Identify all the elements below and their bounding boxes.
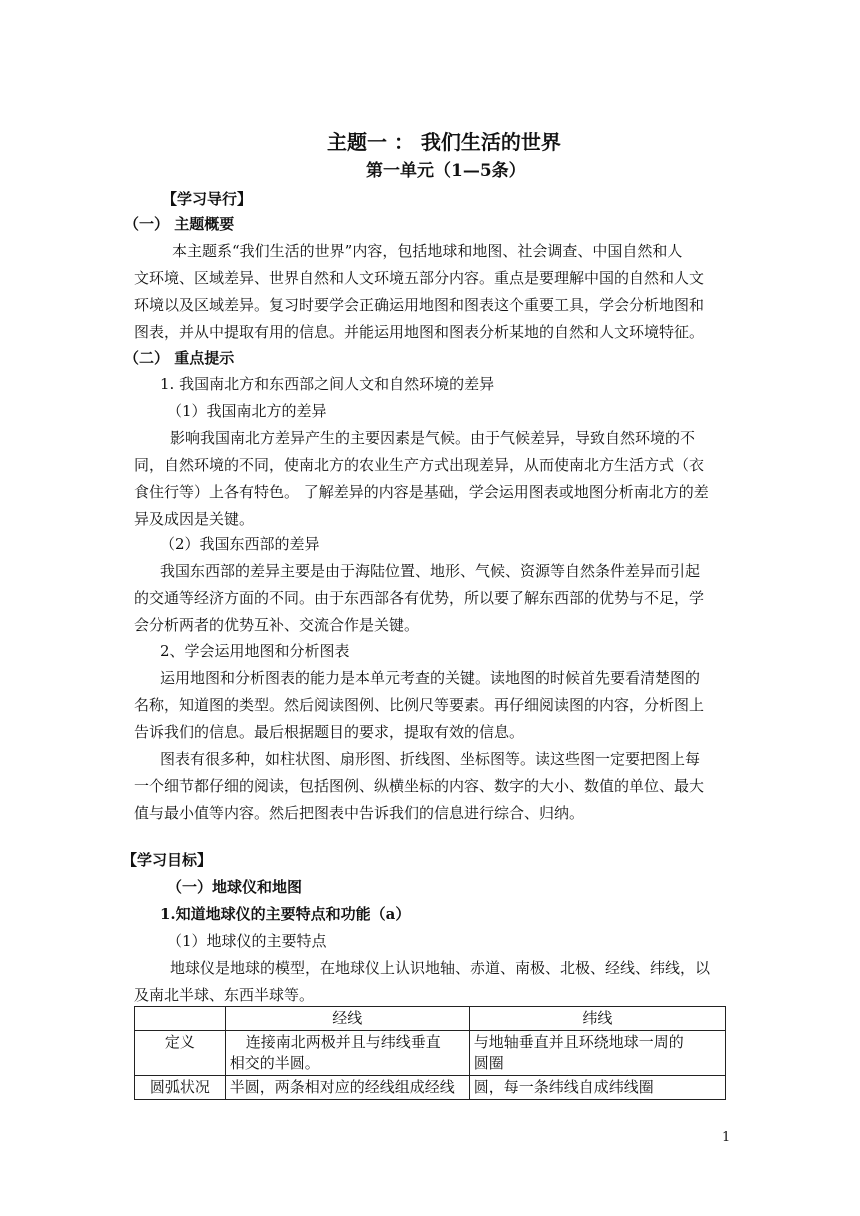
table-row	[135, 1031, 726, 1076]
point3-line: 图表有很多种，如柱状图、扇形图、折线图、坐标图等。读这些图一定要把图上每	[160, 750, 701, 768]
point1b-line: 的交通等经济方面的不同。由于东西部各有优势，所以要了解东西部的优势与不足，学	[134, 589, 705, 607]
page-subtitle: 第一单元（1—5条）	[366, 161, 526, 181]
point1a-line: 同，自然环境的不同，使南北方的农业生产方式出现差异，从而使南北方生活方式（衣	[134, 456, 705, 474]
table-header-row	[135, 1007, 726, 1031]
goal-subitem-line: 地球仪是地球的模型，在地球仪上认识地轴、赤道、南极、北极、经线、纬线，以	[170, 959, 711, 977]
goals-section-title: （一）地球仪和地图	[167, 878, 303, 896]
point2-heading: 2、学会运用地图和分析图表	[160, 642, 350, 660]
point3-line: 一个细节都仔细的阅读，包括图例、纵横坐标的内容、数字的大小、数值的单位、最大	[134, 777, 705, 795]
goal-item-heading: 1.知道地球仪的主要特点和功能（a）	[160, 905, 411, 923]
point1a-heading: （1）我国南北方的差异	[167, 402, 327, 420]
point2-line: 运用地图和分析图表的能力是本单元考查的关键。读地图的时候首先要看清楚图的	[160, 669, 701, 687]
meridian-parallel-table	[134, 1006, 726, 1100]
table-cell	[225, 1076, 469, 1100]
table-header-cell	[135, 1007, 226, 1031]
cell-line: 圆，每一条纬线自成纬线圈	[473, 1078, 654, 1096]
page-title: 主题一 ： 我们生活的世界	[327, 130, 561, 154]
goal-subitem-heading: （1）地球仪的主要特点	[167, 932, 327, 950]
cell-line: 半圆，两条相对应的经线组成经线	[229, 1078, 455, 1096]
summary-line: 本主题系“我们生活的世界”内容，包括地球和地图、社会调查、中国自然和人	[172, 242, 683, 260]
summary-line: 环境以及区域差异。复习时要学会正确运用地图和图表这个重要工具，学会分析地图和	[134, 296, 705, 314]
goals-header: 【学习目标】	[122, 851, 213, 869]
summary-line: 文环境、区域差异、世界自然和人文环境五部分内容。重点是要理解中国的自然和人文	[134, 269, 705, 287]
point1a-line: 食住行等）上各有特色。 了解差异的内容是基础，学会运用图表或地图分析南北方的差	[134, 483, 709, 501]
table-header-cell: 纬线	[469, 1007, 725, 1031]
point1-heading: 1. 我国南北方和东西部之间人文和自然环境的差异	[160, 375, 495, 393]
cell-line: 圆圈	[473, 1054, 504, 1072]
table-row	[135, 1076, 726, 1100]
table-cell	[225, 1031, 469, 1076]
table-cell	[469, 1076, 725, 1100]
page-number: 1	[722, 1130, 731, 1145]
point3-line: 值与最小值等内容。然后把图表中告诉我们的信息进行综合、归纳。	[134, 804, 585, 822]
section-keypoints-title: （二） 重点提示	[124, 349, 235, 367]
row-label-cell: 定义	[135, 1031, 226, 1076]
goal-subitem-line: 及南北半球、东西半球等。	[134, 986, 315, 1004]
point1b-line: 我国东西部的差异主要是由于海陆位置、地形、气候、资源等自然条件差异而引起	[160, 562, 701, 580]
point1b-line: 会分析两者的优势互补、交流合作是关键。	[134, 616, 420, 634]
table-header-cell: 经线	[225, 1007, 469, 1031]
cell-line: 相交的半圆。	[229, 1054, 320, 1072]
point1a-line: 异及成因是关键。	[134, 510, 255, 528]
guide-header: 【学习导行】	[162, 190, 253, 208]
table-cell	[469, 1031, 725, 1076]
summary-line: 图表，并从中提取有用的信息。并能运用地图和图表分析某地的自然和人文环境特征。	[134, 323, 705, 341]
cell-line: 与地轴垂直并且环绕地球一周的	[473, 1033, 684, 1051]
point1a-line: 影响我国南北方差异产生的主要因素是气候。由于气候差异，导致自然环境的不	[170, 429, 696, 447]
cell-line: 连接南北两极并且与纬线垂直	[245, 1033, 441, 1051]
point1b-heading: （2）我国东西部的差异	[160, 535, 320, 553]
section-summary-title: （一） 主题概要	[124, 215, 235, 233]
point2-line: 告诉我们的信息。最后根据题目的要求，提取有效的信息。	[134, 723, 525, 741]
point2-line: 名称，知道图的类型。然后阅读图例、比例尺等要素。再仔细阅读图的内容，分析图上	[134, 696, 705, 714]
row-label-cell: 圆弧状况	[135, 1076, 226, 1100]
